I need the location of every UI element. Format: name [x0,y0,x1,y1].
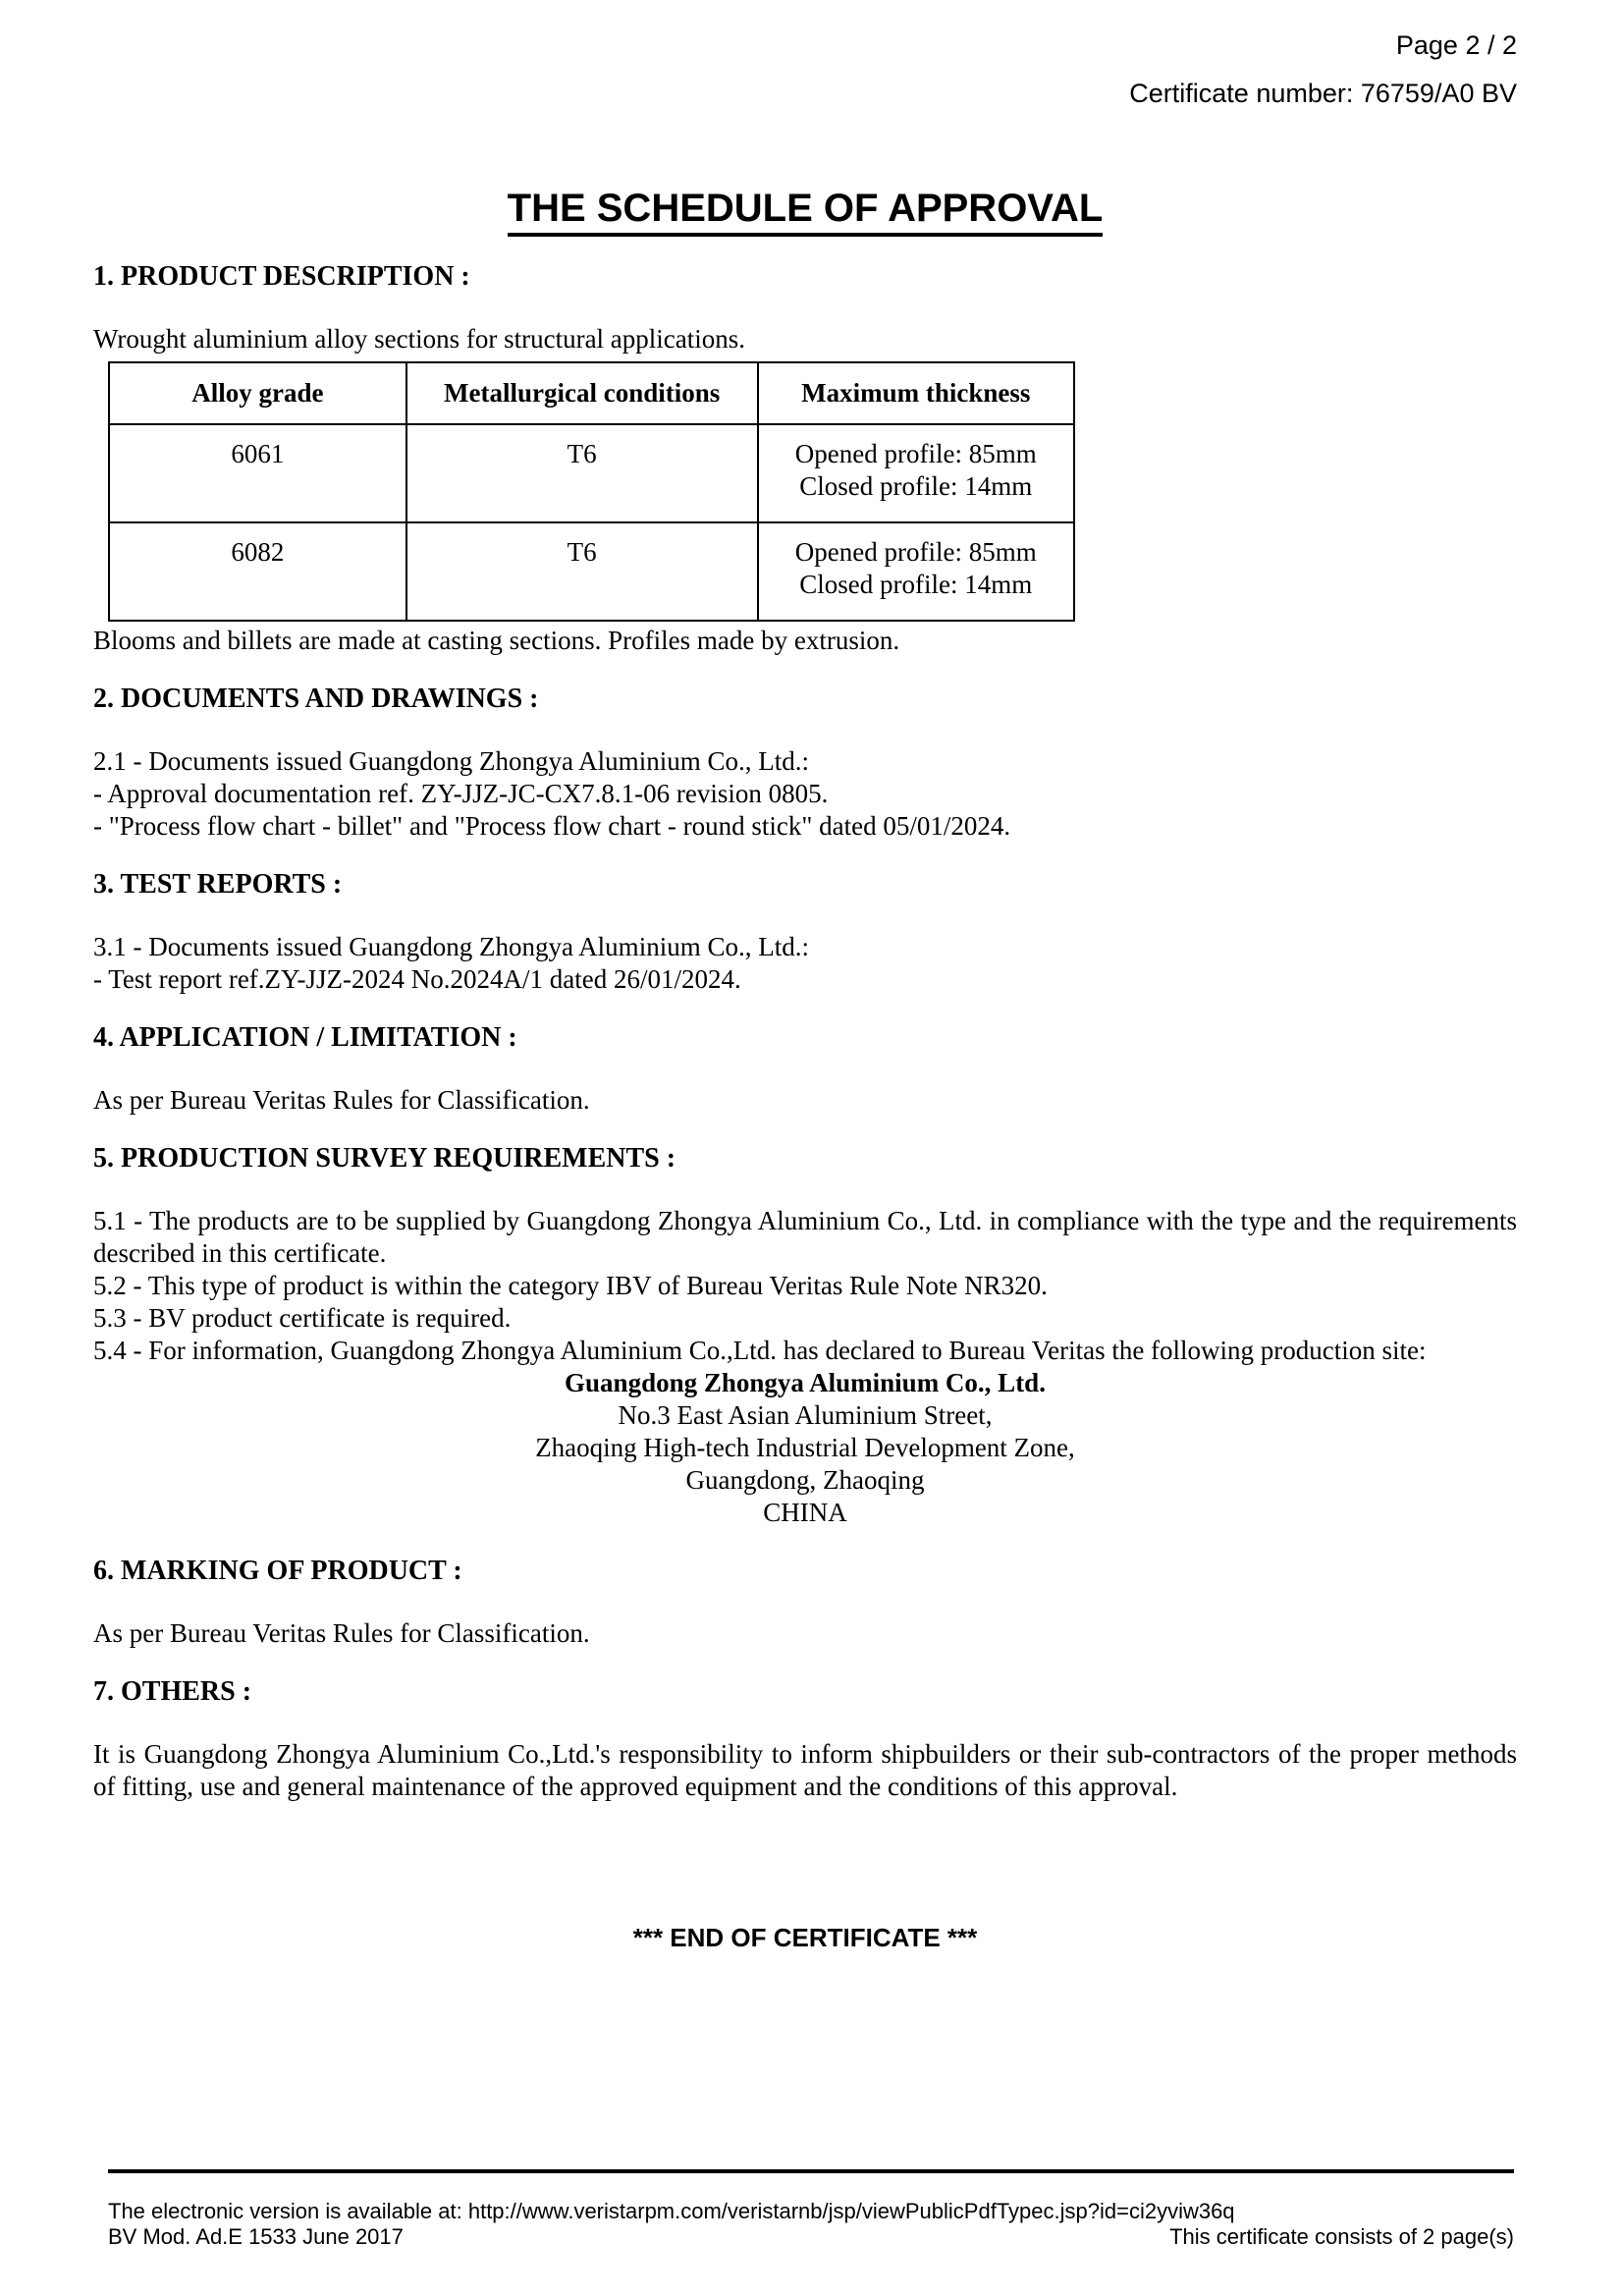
production-site-block [93,1367,1517,1529]
section-5-item-5-2: 5.2 - This type of product is within the category IBV of Bureau Veritas Rule Note NR320. [93,1271,1048,1300]
document-title [93,187,1517,237]
section-7-heading: 7. OTHERS : [93,1676,252,1707]
section-3-line: - Test report ref.ZY-JJZ-2024 No.2024A/1 dated 26/01/2024. [93,964,741,994]
production-site-address-line: Zhaoqing High-tech Industrial Development Zone, [535,1433,1075,1462]
production-site-address-line: CHINA [763,1498,847,1527]
section-3-heading: 3. TEST REPORTS : [93,869,343,900]
end-of-certificate-marker: *** END OF CERTIFICATE *** [632,1923,978,1952]
table-header-row [109,362,1074,424]
certificate-number: Certificate number: 76759/A0 BV [1129,79,1517,108]
metallurgical-conditions-cell: T6 [406,522,758,621]
section-7-body: It is Guangdong Zhongya Aluminium Co.,Ltd.'s responsibility to inform shipbuilders or their sub-contractors of the proper methods of fitting, use and general maintenance of the approved equipment and the conditions of this approval. [93,1739,1517,1801]
page-number: Page 2 / 2 [1395,30,1517,60]
table-note: Blooms and billets are made at casting sections. Profiles made by extrusion. [93,626,900,655]
footer-form-reference: BV Mod. Ad.E 1533 June 2017 [108,2224,404,2249]
table-header-metallurgical-conditions: Metallurgical conditions [406,362,758,424]
maximum-thickness-cell [758,424,1074,522]
product-description-intro: Wrought aluminium alloy sections for structural applications. [93,324,746,354]
maximum-thickness-cell [758,522,1074,621]
metallurgical-conditions-cell: T6 [406,424,758,522]
footer-line-2 [108,2224,1514,2250]
production-site-name: Guangdong Zhongya Aluminium Co., Ltd. [565,1368,1046,1397]
section-5-item-5-1: 5.1 - The products are to be supplied by Guangdong Zhongya Aluminium Co., Ltd. in compliance with the type and the requirements described in this certificate. [93,1206,1517,1268]
table-row [109,424,1074,522]
section-6-body: As per Bureau Veritas Rules for Classification. [93,1618,590,1648]
footer-divider [108,2169,1514,2173]
footer-electronic-version: The electronic version is available at: http://www.veristarpm.com/veristarnb/jsp/viewPublicPdfTypec.jsp?id=ci2yviw36q [108,2199,1235,2223]
page-header [93,29,1517,110]
section-2-line: - Approval documentation ref. ZY-JJZ-JC-CX7.8.1-06 revision 0805. [93,779,829,808]
table-row [109,522,1074,621]
section-3-line: 3.1 - Documents issued Guangdong Zhongya Aluminium Co., Ltd.: [93,932,809,961]
production-site-address-line: No.3 East Asian Aluminium Street, [618,1400,993,1430]
thickness-line: Opened profile: 85mm [794,537,1037,567]
table-header-maximum-thickness: Maximum thickness [758,362,1074,424]
alloy-grade-cell: 6061 [109,424,406,522]
section-5-item-5-3: 5.3 - BV product certificate is required. [93,1303,512,1333]
section-2-line: - "Process flow chart - billet" and "Process flow chart - round stick" dated 05/01/2024. [93,811,1011,841]
section-5-item-5-4: 5.4 - For information, Guangdong Zhongya Aluminium Co.,Ltd. has declared to Bureau Veritas the following production site: [93,1336,1427,1365]
section-4-heading: 4. APPLICATION / LIMITATION : [93,1022,517,1053]
section-2-line: 2.1 - Documents issued Guangdong Zhongya Aluminium Co., Ltd.: [93,746,809,776]
production-site-address-line: Guangdong, Zhaoqing [685,1465,925,1495]
footer-page-count: This certificate consists of 2 page(s) [1169,2224,1514,2249]
alloy-table [108,361,1075,622]
document-title-text: THE SCHEDULE OF APPROVAL [508,187,1104,237]
page-footer [108,2169,1514,2250]
thickness-line: Closed profile: 14mm [799,471,1033,501]
section-6-heading: 6. MARKING OF PRODUCT : [93,1556,462,1586]
thickness-line: Closed profile: 14mm [799,570,1033,599]
table-header-alloy-grade: Alloy grade [109,362,406,424]
section-4-body: As per Bureau Veritas Rules for Classification. [93,1085,590,1115]
alloy-grade-cell: 6082 [109,522,406,621]
section-2-heading: 2. DOCUMENTS AND DRAWINGS : [93,683,539,714]
section-5-heading: 5. PRODUCTION SURVEY REQUIREMENTS : [93,1143,676,1174]
section-1-heading: 1. PRODUCT DESCRIPTION : [93,261,470,292]
thickness-line: Opened profile: 85mm [794,439,1037,468]
